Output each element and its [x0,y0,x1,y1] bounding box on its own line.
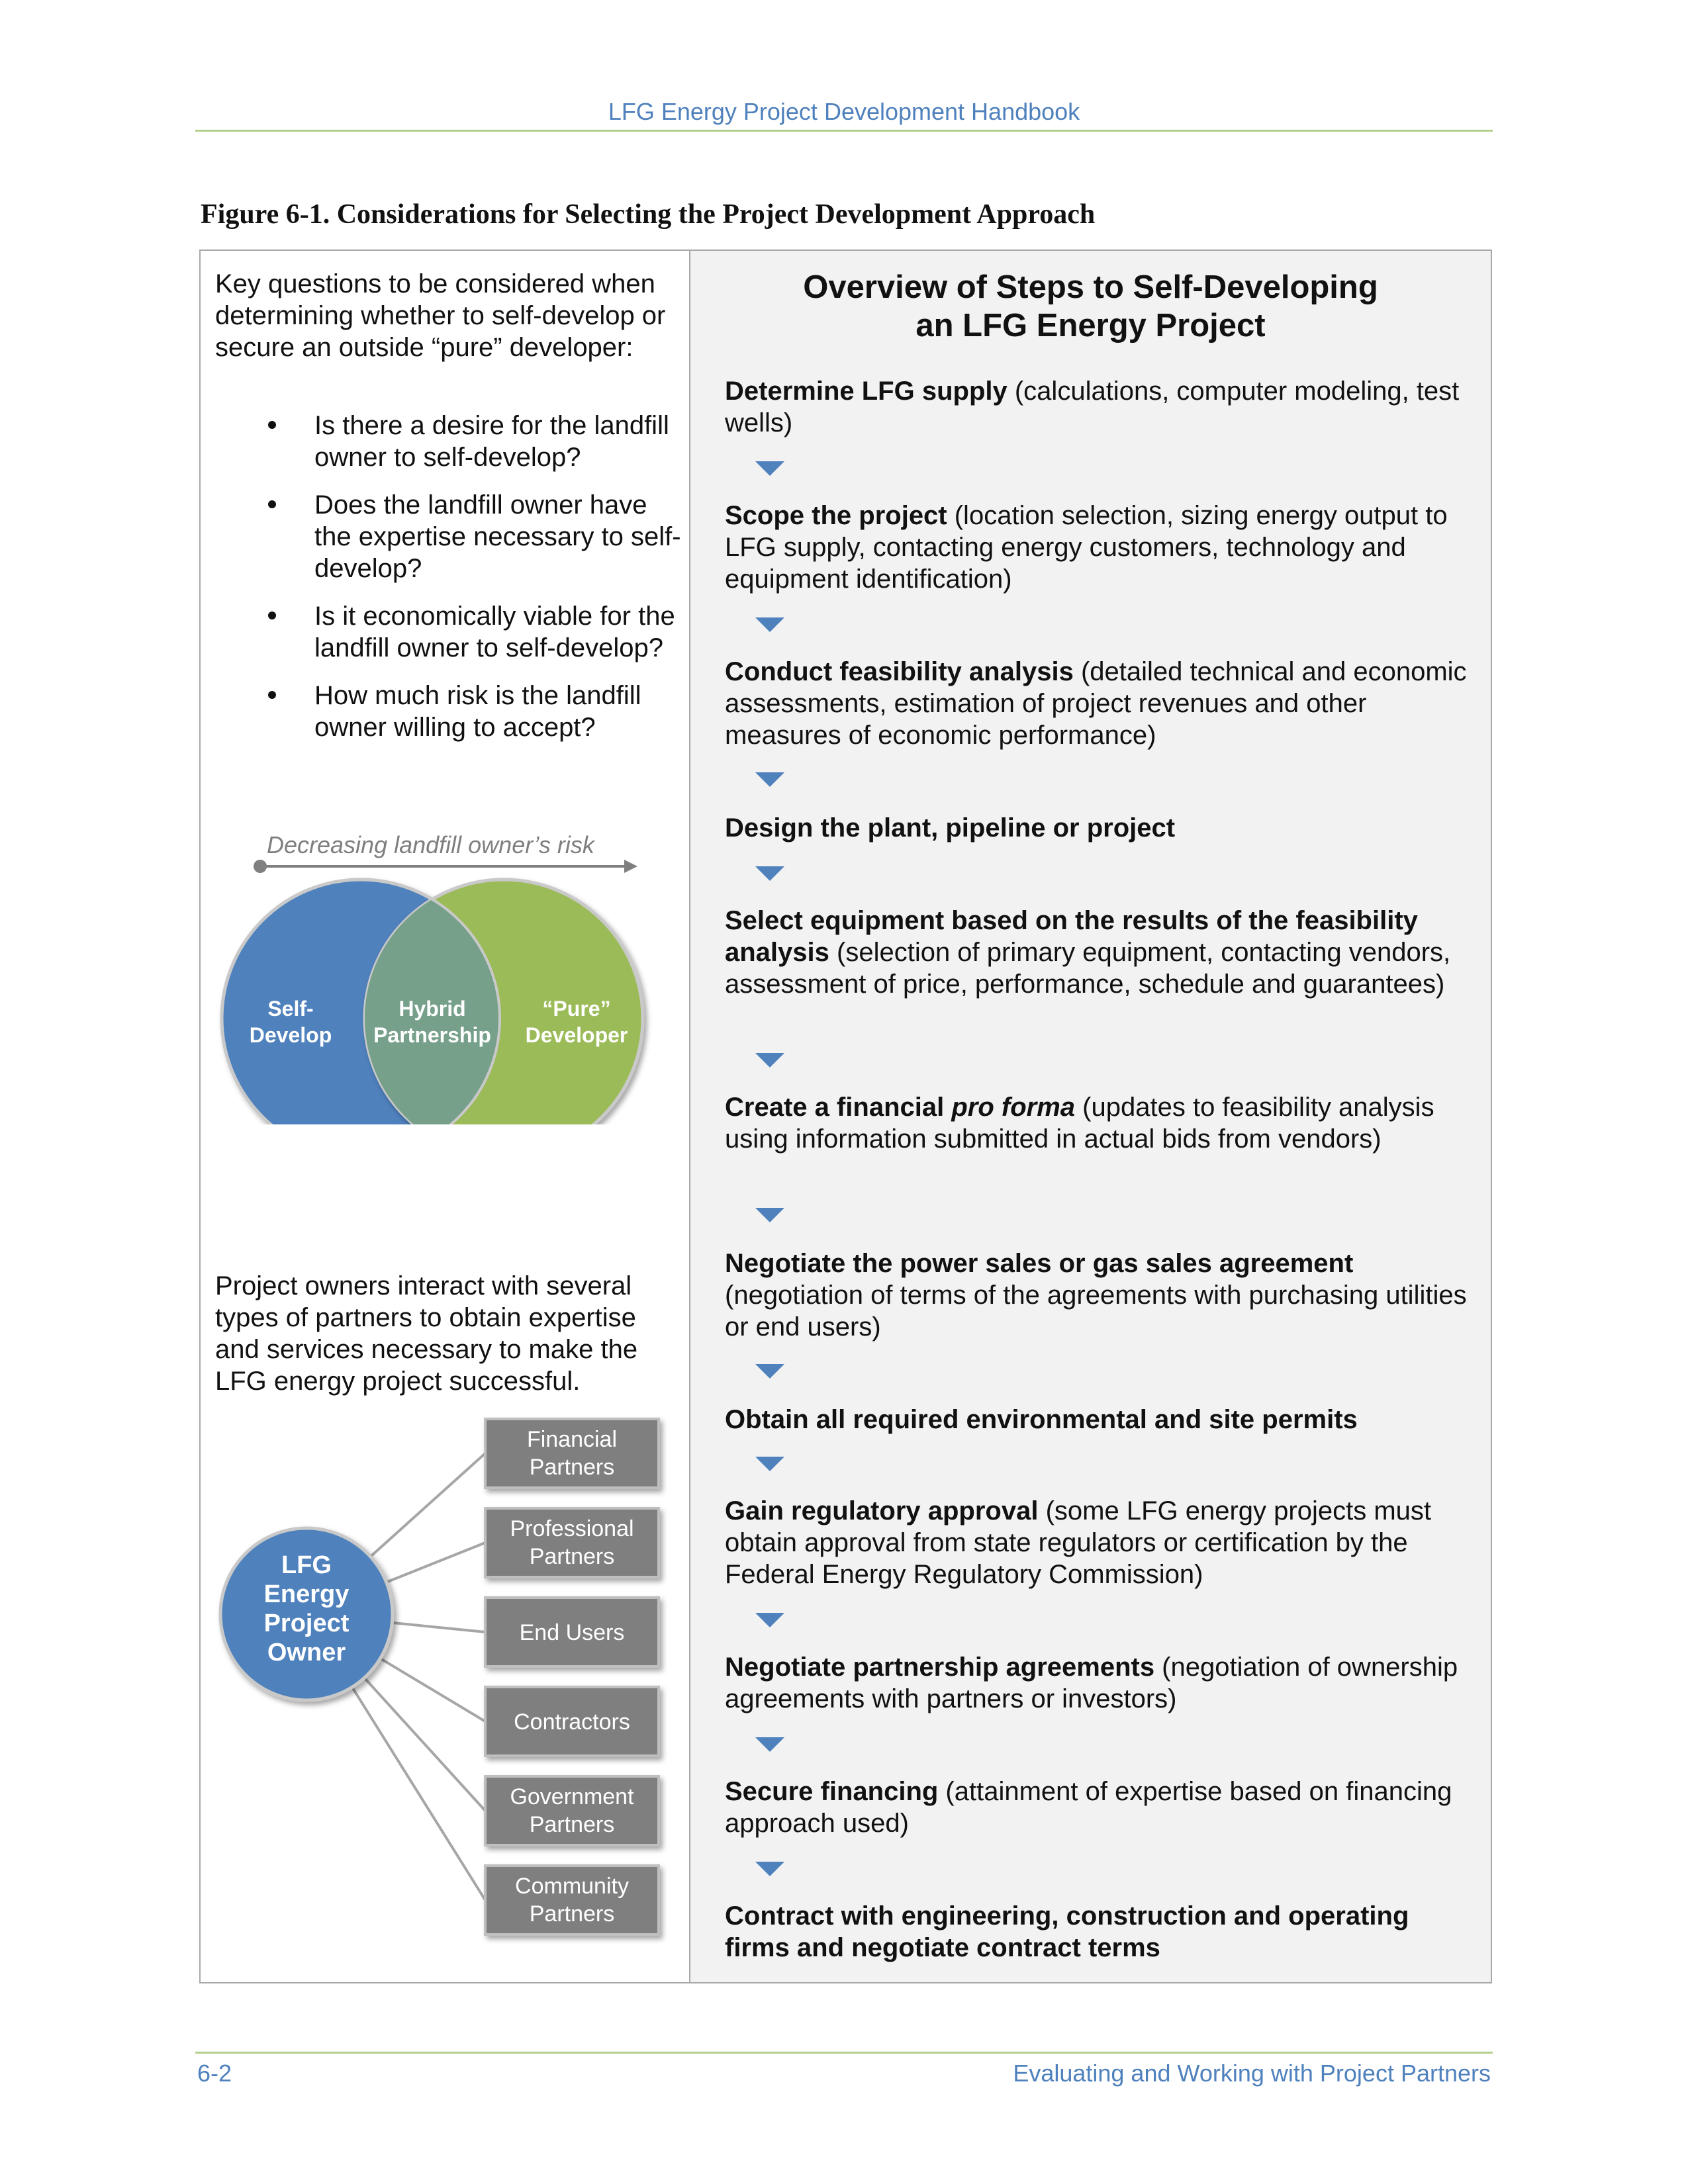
question-item [215,680,685,743]
step-detail: (negotiation of terms of the agreements with purchasing utilities or end users) [725,1281,1467,1342]
bullet-icon [268,612,276,619]
step-item [725,905,1479,1000]
step-detail: (selection of primary equipment, contacting vendors, assessment of price, performance, schedule and guarantees) [725,938,1451,999]
step-heading: Create a financial [725,1093,952,1122]
header-rule [195,130,1493,132]
step-detail: (calculations, computer modeling, test wells) [725,377,1460,437]
partner-label: Partners [529,1901,615,1927]
partner-box [485,1508,659,1577]
bullet-icon [268,421,276,429]
step-item [725,1091,1479,1155]
section-title: Evaluating and Working with Project Partners [1013,2060,1491,2087]
step-detail: (detailed technical and economic assessments, estimation of project revenues and other measures of economic performance) [725,657,1467,750]
footer-rule [195,2052,1493,2054]
owner-label: LFG [281,1551,332,1579]
step-detail: (attainment of expertise based on financing approach used) [725,1777,1452,1838]
steps-title [690,268,1491,345]
down-arrow-icon [755,1457,784,1471]
partner-box [485,1419,659,1488]
handbook-title: LFG Energy Project Development Handbook [608,98,1080,125]
venn-left-label-2: Develop [249,1023,332,1047]
down-arrow-icon [755,1208,784,1222]
partners-intro-text: Project owners interact with several types of partners to obtain expertise and services necessary to make the LFG energy project successful. [215,1271,638,1396]
step-item [725,1651,1479,1715]
step-item [725,1900,1479,1964]
steps-title-line-1: Overview of Steps to Self-Developing [803,269,1378,305]
venn-left-label-1: Self- [267,997,314,1021]
partner-label: Partners [529,1455,615,1480]
step-item [725,1495,1479,1590]
step-heading: Negotiate the power sales or gas sales agreement [725,1249,1354,1278]
down-arrow-icon [755,1862,784,1876]
partner-label: Government [510,1784,634,1809]
step-item [725,375,1479,439]
step-item [725,500,1479,595]
partner-label: Partners [529,1544,615,1569]
step-item [725,1404,1479,1435]
question-list [215,410,685,759]
step-item [725,1776,1479,1839]
step-heading: Select equipment based on the results of the feasibility analysis [725,906,1418,967]
step-heading-italic: pro forma [951,1093,1076,1122]
step-heading: Design the plant, pipeline or project [725,813,1176,842]
left-column [201,251,689,1982]
step-item [725,812,1479,844]
partner-box [485,1866,659,1934]
partners-diagram [201,1409,689,1952]
owner-label: Owner [267,1639,346,1666]
down-arrow-icon [755,1613,784,1627]
question-text: Does the landfill owner have the expertise necessary to self-develop? [314,490,681,583]
venn-mid-label-1: Hybrid [399,997,466,1021]
figure-frame [199,250,1492,1983]
partner-label: Contractors [514,1709,630,1735]
step-heading: Contract with engineering, construction and operating firms and negotiate contract terms [725,1901,1409,1962]
venn-diagram [214,833,677,1124]
figure-title: Figure 6-1. Considerations for Selecting the Project Development Approach [201,199,1096,230]
step-heading: Secure financing [725,1777,939,1806]
step-heading: Conduct feasibility analysis [725,657,1074,686]
down-arrow-icon [755,772,784,787]
question-item [215,410,685,473]
step-detail: (location selection, sizing energy output to LFG supply, contacting energy customers, technology and equipment identification) [725,501,1448,594]
right-column [689,251,1491,1982]
down-arrow-icon [755,1364,784,1379]
down-arrow-icon [755,617,784,632]
risk-arrow-head-icon [624,860,637,873]
question-item [215,600,685,664]
page-number: 6-2 [197,2060,232,2087]
step-heading: Obtain all required environmental and site permits [725,1405,1358,1434]
owner-label: Energy [263,1580,350,1608]
partner-box [485,1776,659,1845]
question-text: Is there a desire for the landfill owner to self-develop? [314,411,669,472]
step-item [725,1248,1479,1343]
down-arrow-icon [755,461,784,476]
venn-mid-label-2: Partnership [373,1023,491,1047]
down-arrow-icon [755,1737,784,1752]
step-heading: Gain regulatory approval [725,1496,1039,1525]
steps-title-line-2: an LFG Energy Project [915,308,1266,343]
step-item [725,656,1479,751]
partner-box [485,1687,659,1756]
step-detail: (updates to feasibility analysis using information submitted in actual bids from vendors) [725,1093,1434,1154]
step-detail: (negotiation of ownership agreements with partners or investors) [725,1653,1458,1713]
risk-arrow-start-icon [254,860,267,873]
step-heading: Scope the project [725,501,947,530]
partner-label: Community [515,1874,629,1899]
partner-label: Professional [510,1516,634,1541]
question-text: Is it economically viable for the landfill owner to self-develop? [314,602,675,662]
partner-label: Financial [526,1427,618,1452]
step-heading: Negotiate partnership agreements [725,1653,1155,1682]
question-item [215,489,685,584]
intro-text: Key questions to be considered when determining whether to self-develop or secure an outside “pure” developer: [215,269,666,362]
bullet-icon [268,500,276,508]
question-text: How much risk is the landfill owner willing to accept? [314,681,641,742]
owner-label: Project [263,1610,350,1637]
down-arrow-icon [755,1053,784,1068]
step-detail: (some LFG energy projects must obtain approval from state regulators or certification by the Federal Energy Regulatory Commission) [725,1496,1432,1589]
risk-label: Decreasing landfill owner’s risk [267,833,594,858]
venn-right-label-2: Developer [525,1023,628,1047]
bullet-icon [268,691,276,699]
venn-right-label-1: “Pure” [542,997,611,1021]
step-heading: Determine LFG supply [725,377,1008,406]
partner-label: Partners [529,1812,615,1837]
partner-label: End Users [519,1620,625,1645]
down-arrow-icon [755,866,784,881]
partner-box [485,1598,659,1666]
